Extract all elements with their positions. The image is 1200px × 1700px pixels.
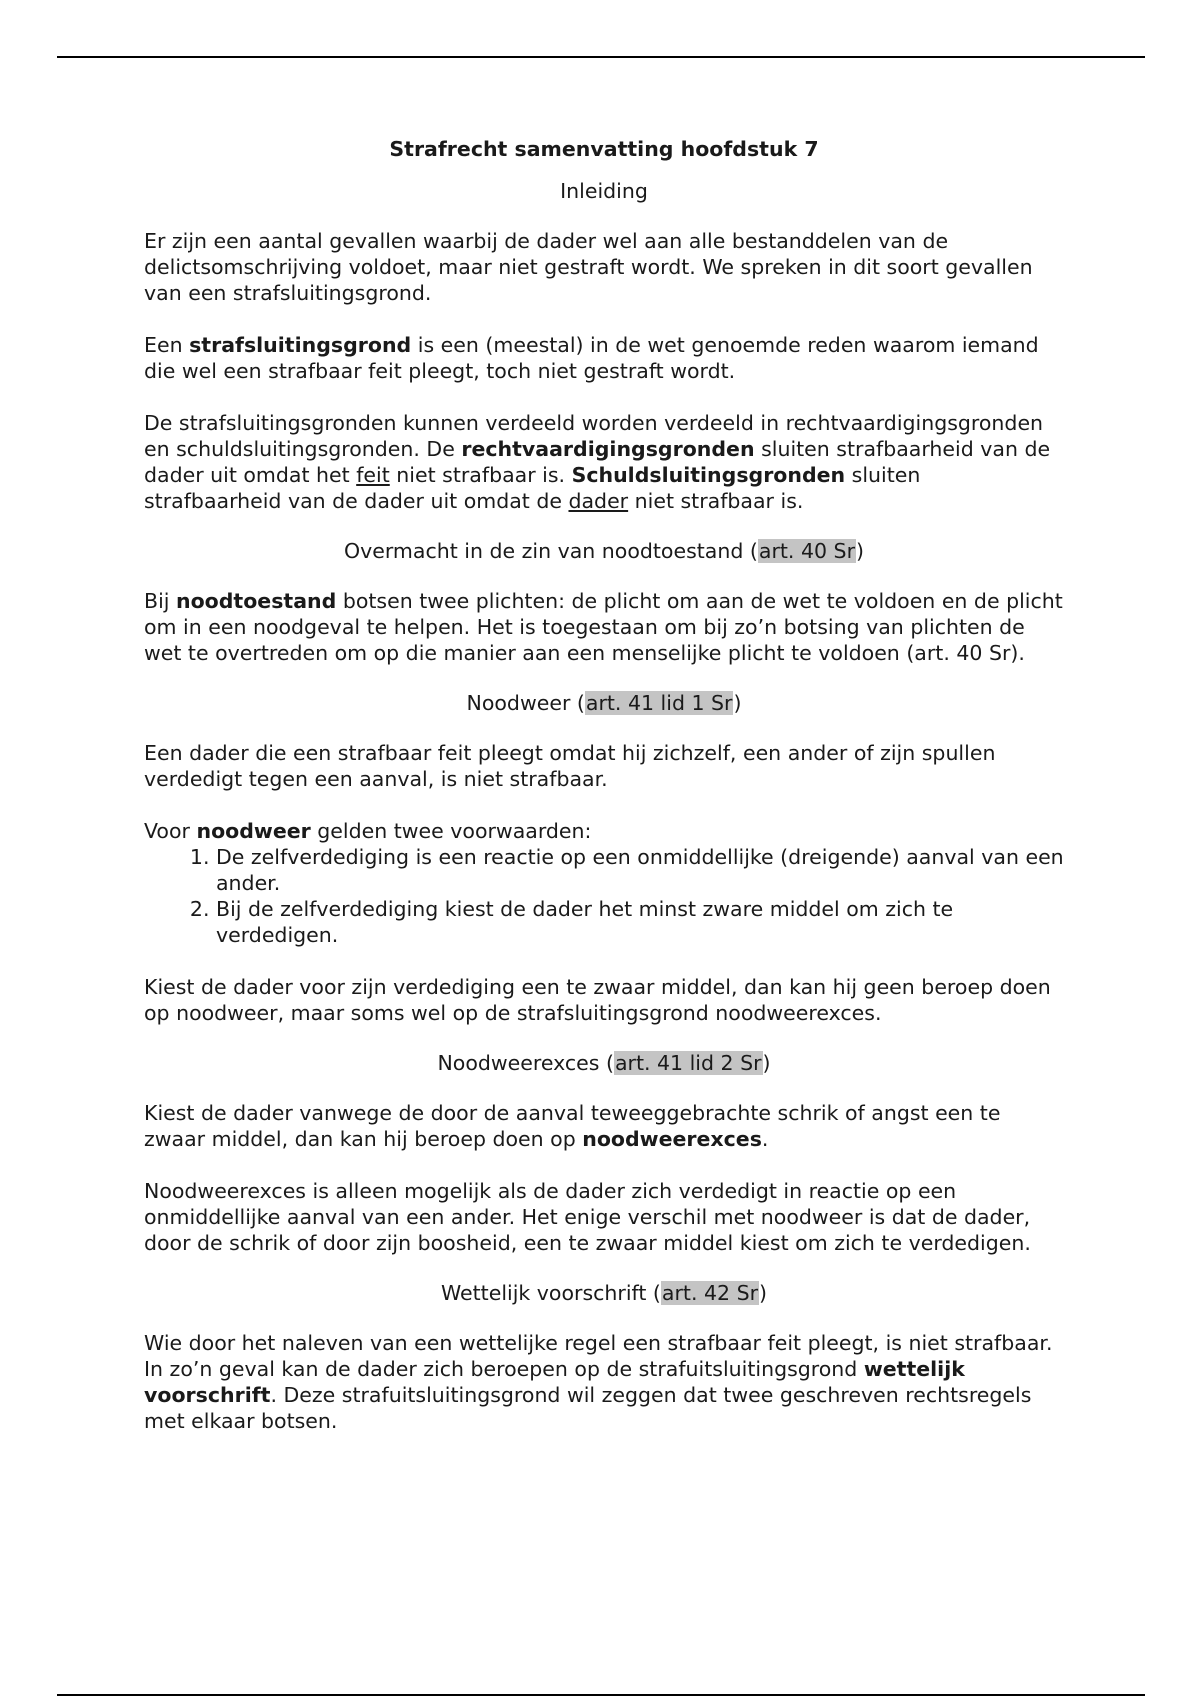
- term-noodweer: noodweer: [196, 819, 311, 843]
- term-rechtvaardigingsgronden: rechtvaardigingsgronden: [461, 437, 755, 461]
- paragraph-strafsluitingsgrond: Een strafsluitingsgrond is een (meestal) in de wet genoemde reden waarom iemand die wel een strafbaar feit pleegt, toch niet gestraft wordt.: [144, 333, 1039, 383]
- term-noodtoestand: noodtoestand: [175, 589, 337, 613]
- underline-dader: dader: [568, 489, 629, 513]
- paragraph-noodweer-def: Een dader die een strafbaar feit pleegt omdat hij zichzelf, een ander of zijn spullen verdedigt tegen een aanval, is niet strafbaar.: [144, 741, 996, 791]
- term-schuldsluitingsgronden: Schuldsluitingsgronden: [571, 463, 846, 487]
- heading-inleiding: Inleiding: [560, 179, 648, 203]
- heading-overmacht: Overmacht in de zin van noodtoestand (art. 40 Sr): [343, 539, 864, 563]
- heading-wettelijk-voorschrift: Wettelijk voorschrift (art. 42 Sr): [440, 1281, 768, 1305]
- paragraph-te-zwaar-middel: Kiest de dader voor zijn verdediging een te zwaar middel, dan kan hij geen beroep doen op noodweer, maar soms wel op de strafsluitingsgrond noodweerexces.: [144, 975, 1051, 1025]
- list-item: 1. De zelfverdediging is een reactie op een onmiddellijke (dreigende) aanval van een ander.: [216, 844, 1064, 896]
- paragraph-verdeling: De strafsluitingsgronden kunnen verdeeld worden verdeeld in rechtvaardigingsgronden en schuldsluitingsgronden. De rechtvaardigingsgronden sluiten strafbaarheid van de dader uit omdat het feit niet strafbaar is. Schuldsluitingsgronden sluiten strafbaarheid van de dader uit omdat de dader niet strafbaar is.: [144, 411, 1051, 513]
- paragraph-noodweerexces-verschil: Noodweerexces is alleen mogelijk als de dader zich verdedigt in reactie op een onmiddellijke aanval van een ander. Het enige verschil met noodweer is dat de dader, door de schrik of door zijn boosheid, een te zwaar middel kiest om zich te verdedigen.: [144, 1179, 1031, 1255]
- paragraph-noodtoestand: Bij noodtoestand botsen twee plichten: de plicht om aan de wet te voldoen en de plicht om in een noodgeval te helpen. Het is toegestaan om bij zo’n botsing van plichten de wet te overtreden om op die manier aan een menselijke plicht te voldoen (art. 40 Sr).: [144, 589, 1063, 665]
- term-wettelijk-voorschrift: wettelijk voorschrift: [144, 1357, 965, 1407]
- article-ref-41-1: art. 41 lid 1 Sr: [585, 691, 733, 715]
- paragraph-intro: Er zijn een aantal gevallen waarbij de dader wel aan alle bestanddelen van de delictsomschrijving voldoet, maar niet gestraft wordt. We spreken in dit soort gevallen van een strafsluitingsgrond.: [144, 229, 1033, 305]
- paragraph-voorwaarden: Voor noodweer gelden twee voorwaarden:: [144, 819, 592, 843]
- term-noodweerexces: noodweerexces: [582, 1127, 762, 1151]
- term-strafsluitingsgrond: strafsluitingsgrond: [189, 333, 412, 357]
- list-item: 2. Bij de zelfverdediging kiest de dader het minst zware middel om zich te verdedigen.: [216, 896, 1064, 948]
- paragraph-wettelijk-voorschrift: Wie door het naleven van een wettelijke regel een strafbaar feit pleegt, is niet strafbaar. In zo’n geval kan de dader zich beroepen op de strafuitsluitingsgrond wettelijk voorschrift. Deze strafuitsluitingsgrond wil zeggen dat twee geschreven rechtsregels met elkaar botsen.: [144, 1331, 1053, 1433]
- paragraph-noodweerexces-def: Kiest de dader vanwege de door de aanval teweeggebrachte schrik of angst een te zwaar middel, dan kan hij beroep doen op noodweerexces.: [144, 1101, 1001, 1151]
- article-ref-42: art. 42 Sr: [661, 1281, 759, 1305]
- underline-feit: feit: [356, 463, 390, 487]
- bottom-rule: [57, 1694, 1145, 1696]
- article-ref-40: art. 40 Sr: [758, 539, 855, 563]
- document-title: Strafrecht samenvatting hoofdstuk 7: [389, 137, 819, 161]
- heading-noodweerexces: Noodweerexces (art. 41 lid 2 Sr): [437, 1051, 771, 1075]
- conditions-list: [144, 844, 1064, 948]
- top-rule: [57, 56, 1145, 58]
- document-body: [144, 136, 1064, 1434]
- article-ref-41-2: art. 41 lid 2 Sr: [614, 1051, 762, 1075]
- heading-noodweer: Noodweer (art. 41 lid 1 Sr): [466, 691, 742, 715]
